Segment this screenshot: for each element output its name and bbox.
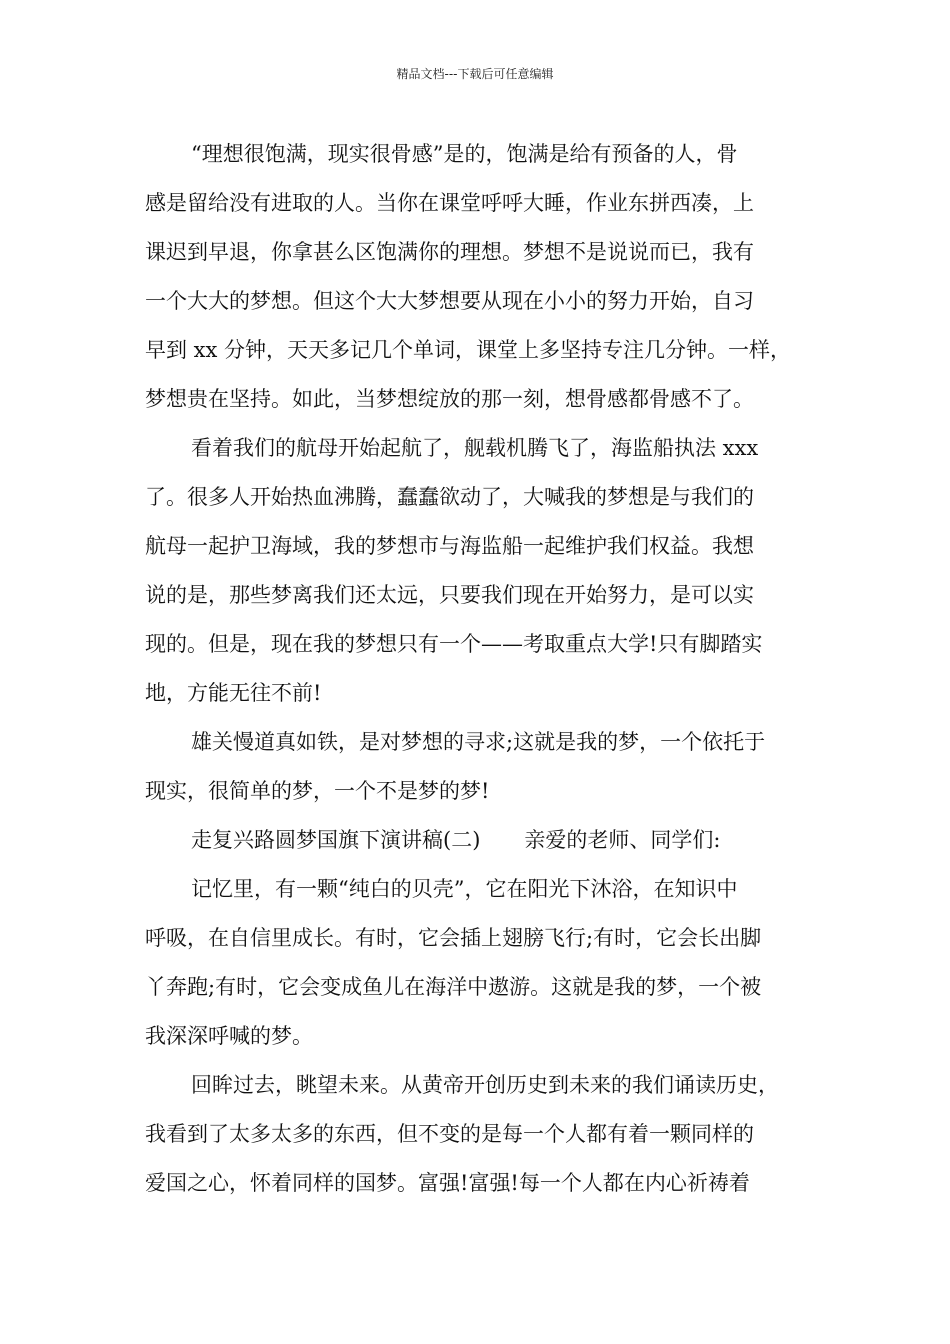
text-line: 记忆里，有一颗“纯白的贝壳”，它在阳光下沐浴，在知识中 [191,877,738,901]
salutation: 亲爱的老师、同学们: [524,828,721,852]
text-line: 地，方能无往不前! [145,681,322,705]
text-line: 雄关慢道真如铁，是对梦想的寻求;这就是我的梦，一个依托于 [191,730,766,754]
text-line: 梦想贵在坚持。如此，当梦想绽放的那一刻，想骨感都骨感不了。 [145,387,754,411]
text-line: 我看到了太多太多的东西，但不变的是每一个人都有着一颗同样的 [145,1122,754,1146]
text-line: 了。很多人开始热血沸腾，蠢蠢欲动了，大喊我的梦想是与我们的 [145,485,754,509]
text-line: 航母一起护卫海域，我的梦想市与海监船一起维护我们权益。我想 [145,534,754,558]
text-line: 我深深呼喊的梦。 [145,1024,313,1048]
text-line [145,816,817,865]
document-body [145,130,817,1208]
text-line: 说的是，那些梦离我们还太远，只要我们现在开始努力，是可以实 [145,583,754,607]
paragraph-5 [145,1061,817,1208]
paragraph-3 [145,718,817,816]
section-title-line [145,816,817,865]
paragraph-4 [145,865,817,1061]
text-line: 呼吸，在自信里成长。有时，它会插上翅膀飞行;有时，它会长出脚 [145,926,762,950]
page-header: 精品文档---下载后可任意编辑 [396,67,554,81]
text-line: 现的。但是，现在我的梦想只有一个——考取重点大学!只有脚踏实 [145,632,763,656]
text-line: 一个大大的梦想。但这个大大梦想要从现在小小的努力开始，自习 [145,289,754,313]
text-line: 回眸过去，眺望未来。从黄帝开创历史到未来的我们诵读历史， [191,1073,779,1097]
text-line: 爱国之心，怀着同样的国梦。富强!富强!每一个人都在内心祈祷着 [145,1171,750,1195]
text-line: 现实，很简单的梦，一个不是梦的梦! [145,779,490,803]
text-line: 丫奔跑;有时，它会变成鱼儿在海洋中遨游。这就是我的梦，一个被 [145,975,762,999]
text-line: 早到 xx 分钟，天天多记几个单词，课堂上多坚持专注几分钟。一样， [145,338,792,362]
text-line: “理想很饱满，现实很骨感”是的，饱满是给有预备的人，骨 [191,142,738,166]
section-title: 走复兴路圆梦国旗下演讲稿(二) [191,828,481,852]
text-line: 感是留给没有进取的人。当你在课堂呼呼大睡，作业东拼西凑，上 [145,191,754,215]
text-line: 课迟到早退，你拿甚么区饱满你的理想。梦想不是说说而已，我有 [145,240,754,264]
paragraph-1 [145,130,817,424]
paragraph-2 [145,424,817,718]
text-line: 看着我们的航母开始起航了，舰载机腾飞了，海监船执法 xxx [191,436,759,460]
